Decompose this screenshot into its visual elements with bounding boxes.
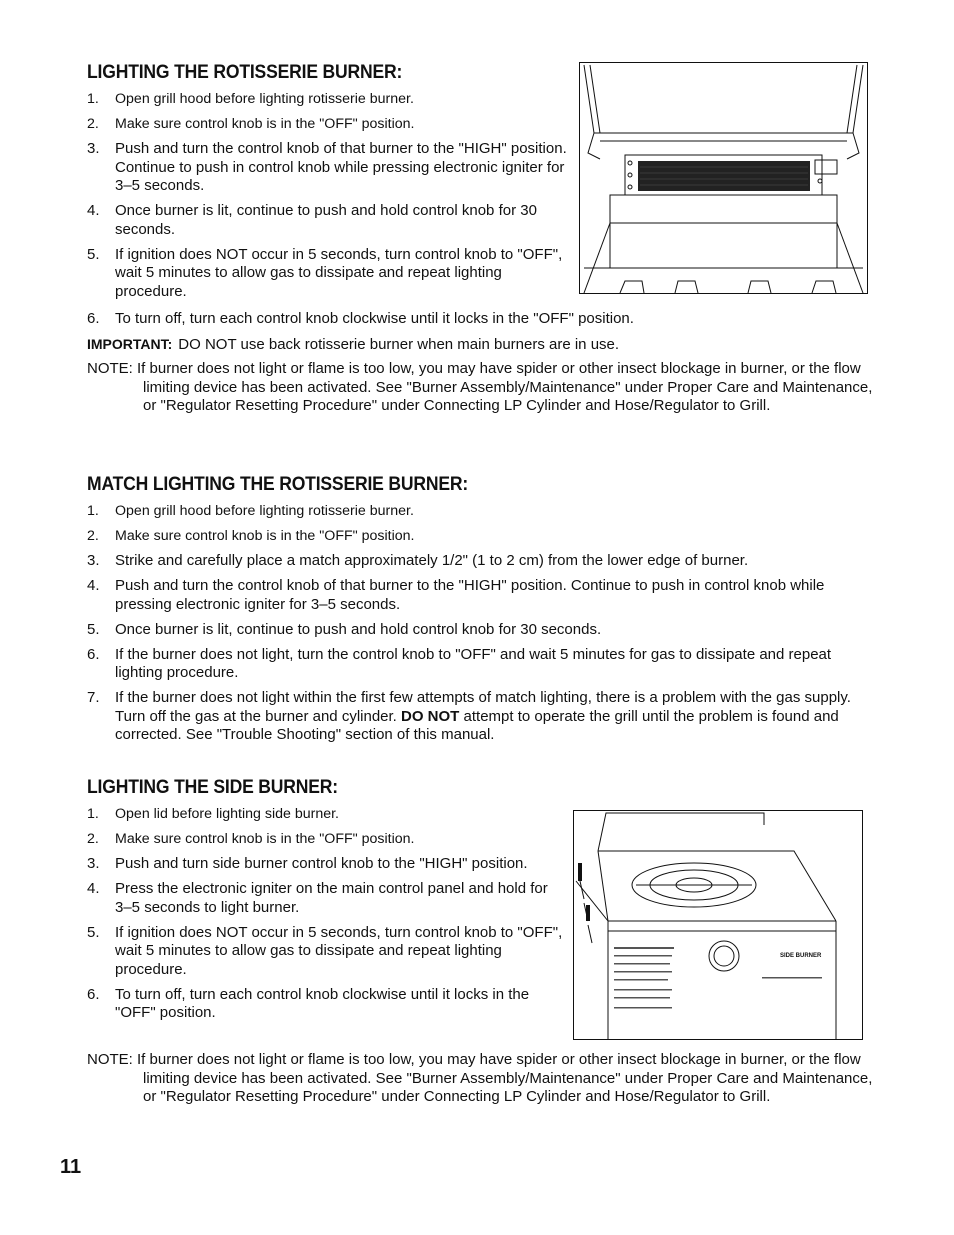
- section-title-side-burner: LIGHTING THE SIDE BURNER:: [87, 776, 338, 798]
- section-title-rotisserie: LIGHTING THE ROTISSERIE BURNER:: [87, 61, 403, 83]
- section-title-match-lighting: MATCH LIGHTING THE ROTISSERIE BURNER:: [87, 473, 469, 495]
- list-item: 3. Strike and carefully place a match approximately 1/2" (1 to 2 cm) from the lower edge of burner.: [87, 552, 749, 569]
- steps-rotisserie: [87, 90, 567, 308]
- side-burner-drawing: [574, 811, 862, 1039]
- list-item: 6. To turn off, turn each control knob clockwise until it locks in the "OFF" position.: [87, 310, 634, 327]
- list-item: 5. If ignition does NOT occur in 5 seconds, turn control knob to "OFF", wait 5 minutes to allow gas to dissipate and repeat lighting procedure.: [87, 245, 563, 300]
- steps-rotisserie-cont: [87, 310, 877, 335]
- list-item: 6. If the burner does not light, turn the control knob to "OFF" and wait 5 minutes for gas to dissipate and repeat lighting procedure.: [87, 645, 832, 681]
- list-item: 3. Push and turn the control knob of that burner to the "HIGH" position. Continue to push in control knob while pressing electronic igniter for 3–5 seconds.: [87, 140, 567, 194]
- list-item: 2. Make sure control knob is in the "OFF" position.: [87, 528, 415, 544]
- list-item: 2. Make sure control knob is in the "OFF" position.: [87, 831, 415, 847]
- steps-match-lighting: [87, 502, 877, 751]
- list-item: 5. Once burner is lit, continue to push and hold control knob for 30 seconds.: [87, 620, 602, 638]
- list-item: 3. Push and turn side burner control knob to the "HIGH" position.: [87, 855, 528, 872]
- page-number: 11: [60, 1156, 82, 1178]
- rotisserie-burner-illustration: [579, 62, 868, 294]
- important-warning: IMPORTANT: DO NOT use back rotisserie burner when main burners are in use.: [87, 336, 620, 353]
- list-item: 2. Make sure control knob is in the "OFF" position.: [87, 116, 415, 132]
- list-item: 1. Open grill hood before lighting rotisserie burner.: [87, 503, 414, 519]
- steps-side-burner: [87, 805, 567, 1029]
- grill-interior-drawing: [580, 63, 867, 293]
- note-rotisserie: NOTE: If burner does not light or flame is too low, you may have spider or other insect blockage in burner, or the flow limiting device has been activated. See "Burner Assembly/Maintenance" under Proper Care and Maintenance, or "Regulator Resetting Procedure" under Connecting LP Cylinder and Hose/Regulator to Grill.: [87, 360, 873, 414]
- note-side-burner: NOTE: If burner does not light or flame is too low, you may have spider or other insect blockage in burner, or the flow limiting device has been activated. See "Burner Assembly/Maintenance" under Proper Care and Maintenance, or "Regulator Resetting Procedure" under Connecting LP Cylinder and Hose/Regulator to Grill.: [87, 1051, 873, 1105]
- list-item: 1. Open grill hood before lighting rotisserie burner.: [87, 91, 414, 107]
- list-item: 5. If ignition does NOT occur in 5 seconds, turn control knob to "OFF", wait 5 minutes to allow gas to dissipate and repeat lighting procedure.: [87, 923, 563, 978]
- list-item: 7. If the burner does not light within the first few attempts of match lighting, there is a problem with the gas supply. Turn off the gas at the burner and cylinder. DO NOT attempt to operate the grill until the problem is found and corrected. See "Trouble Shooting" section of this manual.: [87, 689, 851, 743]
- list-item: 4. Press the electronic igniter on the main control panel and hold for 3–5 seconds to light burner.: [87, 880, 548, 916]
- list-item: 4. Once burner is lit, continue to push and hold control knob for 30 seconds.: [87, 202, 537, 238]
- list-item: 1. Open lid before lighting side burner.: [87, 806, 339, 822]
- side-burner-panel-label: SIDE BURNER: [780, 953, 822, 959]
- list-item: 6. To turn off, turn each control knob clockwise until it locks in the "OFF" position.: [87, 985, 530, 1021]
- list-item: 4. Push and turn the control knob of that burner to the "HIGH" position. Continue to push in control knob while pressing electronic igniter for 3–5 seconds.: [87, 577, 825, 613]
- side-burner-illustration: [573, 810, 863, 1040]
